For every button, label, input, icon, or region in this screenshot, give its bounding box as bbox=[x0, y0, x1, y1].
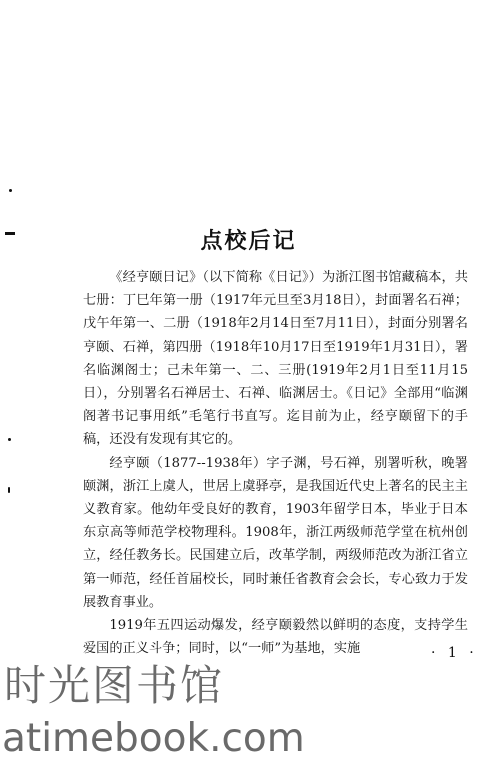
page-title: 点校后记 bbox=[200, 229, 297, 254]
body-text bbox=[83, 266, 468, 660]
scan-speck bbox=[8, 438, 11, 441]
watermark-url: atimebook.com bbox=[2, 716, 305, 761]
scan-speck bbox=[8, 487, 10, 493]
page-number: · 1 · bbox=[431, 645, 478, 661]
paragraph-2: 经亨颐（1877--1938年）字子渊，号石禅，别署听秋，晚署颐渊，浙江上虞人，世居上虞驿亭，是我国近代史上著名的民主主义教育家。他幼年受良好的教育，1903年留学日本，毕业于日本东京高等师范学校物理科。1908年，浙江两级师范学堂在杭州创立，经任教务长。民国建立后，改革学制，两级师范改为浙江省立第一师范，经任首届校长，同时兼任省教育会会长，专心致力于发展教育事业。 bbox=[83, 455, 468, 610]
paragraph-3: 1919年五四运动爆发，经亨颐毅然以鲜明的态度，支持学生爱国的正义斗争；同时，以“一师”为基地，实施 bbox=[83, 618, 468, 657]
paragraph-1: 《经亨颐日记》（以下简称《日记》）为浙江图书馆藏稿本，共七册：丁巳年第一册（1917年元旦至3月18日），封面署名石禅；戊午年第一、二册（1918年2月14日至7月11日），封面分别署名亨颐、石禅，第四册（1918年10月17日至1919年1月31日），署名临渊阁士；己未年第一、二、三册(1919年2月1日至11月15日），分别署名石禅居士、石禅、临渊居士。《日记》全部用“临渊阁著书记事用纸”毛笔行书直写。迄目前为止，经亨颐留下的手稿，还没有发现有其它的。 bbox=[83, 270, 468, 448]
scan-speck bbox=[9, 189, 12, 192]
watermark-site-name: 时光图书馆 bbox=[4, 661, 225, 710]
watermark bbox=[0, 662, 497, 768]
